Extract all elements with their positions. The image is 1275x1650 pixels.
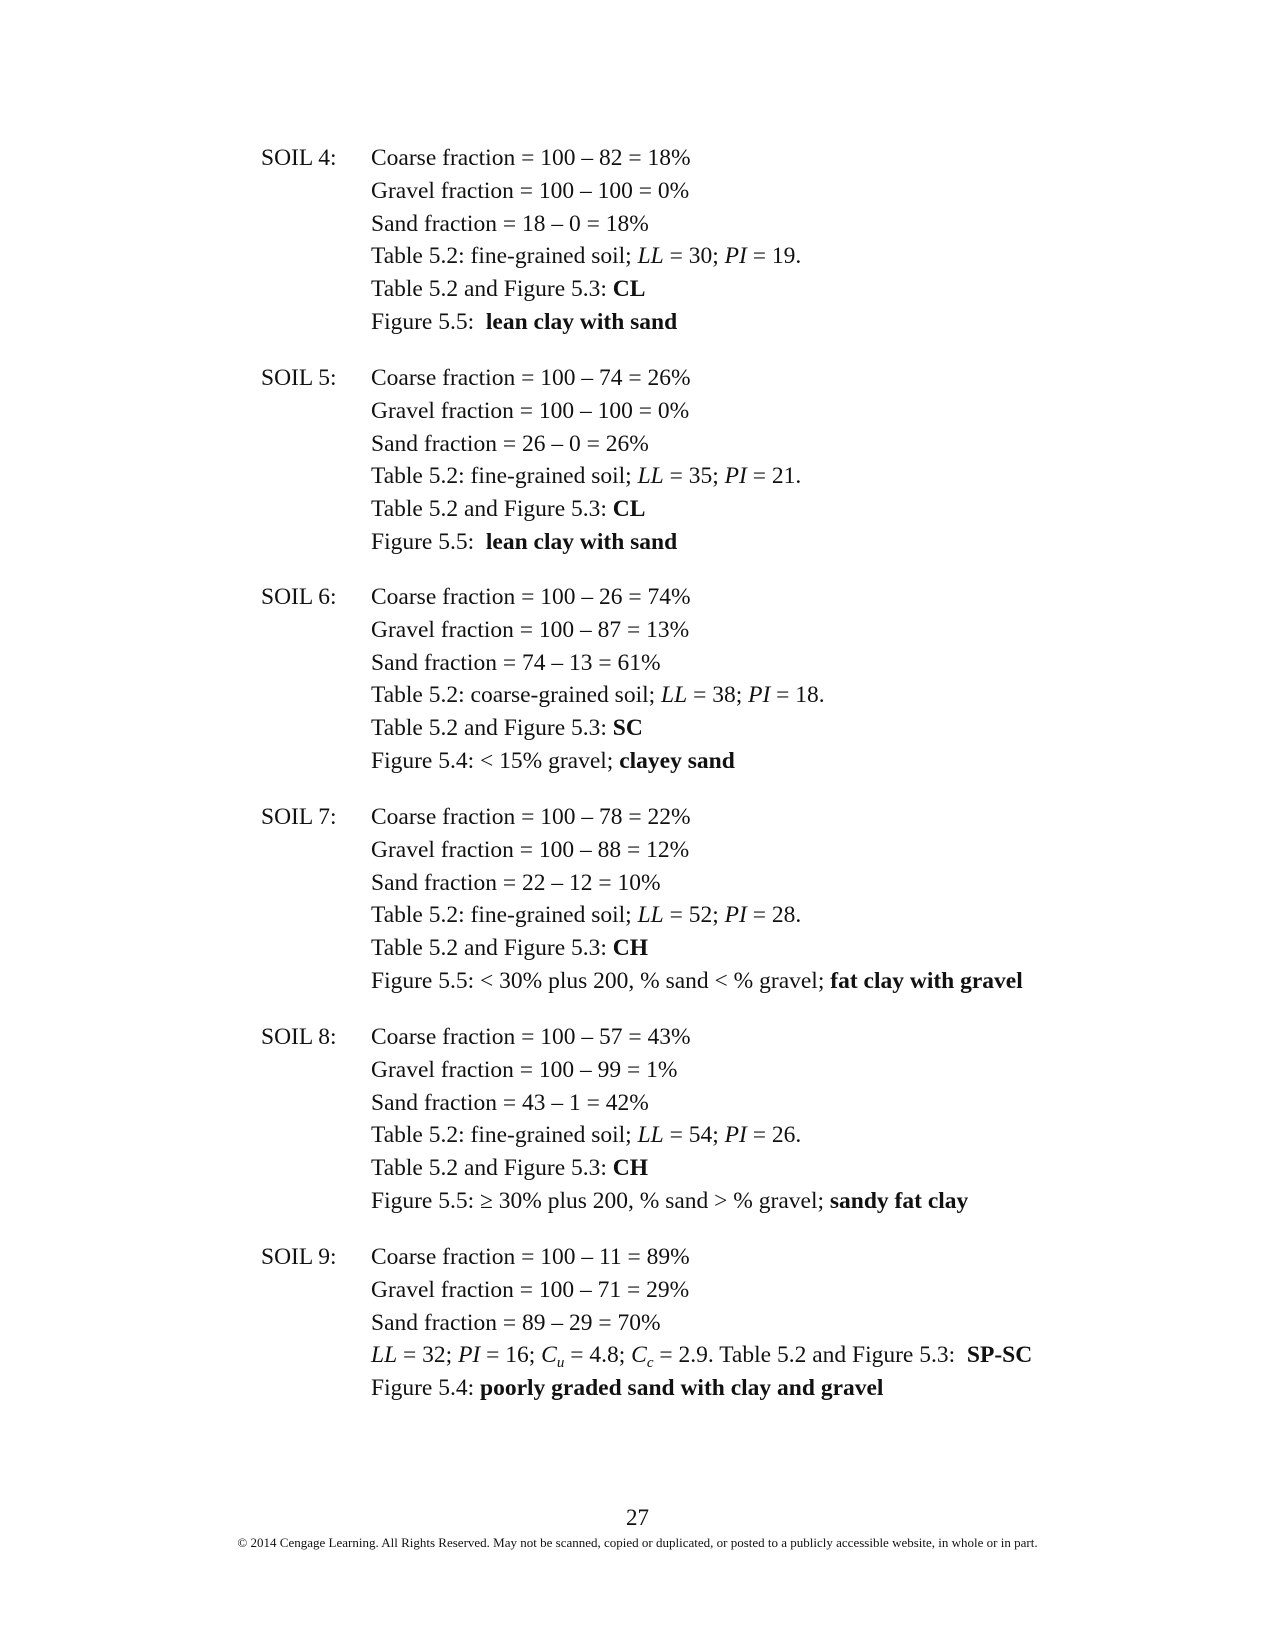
gravel-fraction-line: Gravel fraction = 100 – 99 = 1% (371, 1056, 678, 1083)
group-name: lean clay with sand (485, 308, 678, 335)
soil-label: SOIL 6: (261, 584, 337, 610)
symbol-line (371, 493, 1091, 526)
gravel-fraction-line: Gravel fraction = 100 – 100 = 0% (371, 397, 690, 424)
pi-value: = 21. (746, 463, 802, 490)
copyright-notice: © 2014 Cengage Learning. All Rights Reserved. May not be scanned, copied or duplicated, or posted to a publicly accessible website, in whole or in part. (237, 1535, 1038, 1550)
name-text: Figure 5.5: (371, 308, 486, 335)
group-symbol: SC (612, 715, 643, 742)
group-name: fat clay with gravel (830, 967, 1023, 994)
ll-label: LL (637, 902, 664, 929)
pi-value: = 16; (480, 1342, 542, 1369)
group-symbol: CL (612, 496, 646, 523)
name-text: Figure 5.4: < 15% gravel; (371, 747, 620, 774)
pi-value: = 19. (746, 243, 802, 270)
ll-value: = 38; (687, 682, 749, 709)
sand-fraction-line: Sand fraction = 26 – 0 = 26% (371, 430, 649, 457)
symbol-text: Table 5.2 and Figure 5.3: (371, 276, 613, 303)
soil-label: SOIL 4: (261, 145, 337, 171)
name-line (371, 306, 1091, 339)
gravel-fraction-line: Gravel fraction = 100 – 100 = 0% (371, 177, 690, 204)
group-symbol: CH (612, 935, 649, 962)
group-symbol: CH (612, 1155, 649, 1182)
ll-value: = 32; (397, 1342, 459, 1369)
symbol-text: Table 5.2 and Figure 5.3: (371, 935, 613, 962)
parameters-line (371, 1339, 1091, 1372)
soil-label: SOIL 7: (261, 804, 337, 830)
coarse-fraction-line: Coarse fraction = 100 – 57 = 43% (371, 1024, 691, 1050)
name-line (371, 745, 1091, 778)
coarse-fraction-line: Coarse fraction = 100 – 78 = 22% (371, 804, 691, 830)
name-text: Figure 5.5: ≥ 30% plus 200, % sand > % gravel; (371, 1187, 830, 1214)
table-prefix: Table 5.2: fine-grained soil; (371, 463, 638, 490)
table-prefix: Table 5.2: fine-grained soil; (371, 243, 638, 270)
sand-fraction-line: Sand fraction = 18 – 0 = 18% (371, 210, 649, 237)
cu-subscript: u (556, 1355, 565, 1372)
table-line (371, 1119, 1091, 1152)
ll-label: LL (637, 463, 664, 490)
name-text: Figure 5.4: (371, 1375, 481, 1402)
table-line (371, 240, 1091, 273)
table-line (371, 460, 1091, 493)
symbol-line (371, 932, 1091, 965)
name-line (371, 1372, 1091, 1405)
pi-label: PI (724, 1122, 747, 1149)
coarse-fraction-line: Coarse fraction = 100 – 82 = 18% (371, 145, 691, 171)
soil-label: SOIL 8: (261, 1024, 337, 1050)
cc-subscript: c (646, 1355, 654, 1372)
ll-value: = 52; (663, 902, 725, 929)
coarse-fraction-line: Coarse fraction = 100 – 26 = 74% (371, 584, 691, 610)
group-name: poorly graded sand with clay and gravel (480, 1375, 884, 1402)
soil-label: SOIL 9: (261, 1244, 337, 1270)
name-line (371, 1185, 1091, 1218)
pi-value: = 28. (746, 902, 802, 929)
gravel-fraction-line: Gravel fraction = 100 – 88 = 12% (371, 836, 690, 863)
symbol-line (371, 712, 1091, 745)
symbol-line (371, 273, 1091, 306)
soil-label: SOIL 5: (261, 365, 337, 391)
group-symbol: SP-SC (966, 1342, 1033, 1369)
page-number: 27 (626, 1505, 649, 1530)
ll-label: LL (637, 243, 664, 270)
name-line (371, 526, 1091, 559)
group-name: lean clay with sand (485, 528, 678, 555)
sand-fraction-line: Sand fraction = 22 – 12 = 10% (371, 869, 661, 896)
pi-label: PI (724, 463, 747, 490)
group-name: clayey sand (619, 747, 735, 774)
name-line (371, 965, 1091, 998)
sand-fraction-line: Sand fraction = 89 – 29 = 70% (371, 1309, 661, 1336)
symbol-text: Table 5.2 and Figure 5.3: (371, 496, 613, 523)
gravel-fraction-line: Gravel fraction = 100 – 71 = 29% (371, 1276, 690, 1303)
gravel-fraction-line: Gravel fraction = 100 – 87 = 13% (371, 616, 690, 643)
name-text: Figure 5.5: < 30% plus 200, % sand < % gravel; (371, 967, 831, 994)
coarse-fraction-line: Coarse fraction = 100 – 11 = 89% (371, 1244, 690, 1270)
table-prefix: Table 5.2: fine-grained soil; (371, 1122, 638, 1149)
cc-label: C (631, 1342, 647, 1369)
sand-fraction-line: Sand fraction = 74 – 13 = 61% (371, 649, 661, 676)
ll-value: = 30; (663, 243, 725, 270)
name-text: Figure 5.5: (371, 528, 486, 555)
symbol-line (371, 1152, 1091, 1185)
cu-value: = 4.8; (564, 1342, 632, 1369)
table-line (371, 899, 1091, 932)
pi-label: PI (748, 682, 771, 709)
pi-label: PI (724, 243, 747, 270)
pi-value: = 18. (770, 682, 825, 709)
ll-value: = 35; (663, 463, 725, 490)
coarse-fraction-line: Coarse fraction = 100 – 74 = 26% (371, 365, 691, 391)
table-prefix: Table 5.2: coarse-grained soil; (371, 682, 662, 709)
pi-label: PI (724, 902, 747, 929)
symbol-text: Table 5.2 and Figure 5.3: (371, 715, 613, 742)
table-line (371, 679, 1091, 712)
symbol-text: Table 5.2 and Figure 5.3: (371, 1155, 613, 1182)
ll-label: LL (637, 1122, 664, 1149)
table-prefix: Table 5.2: fine-grained soil; (371, 902, 638, 929)
group-symbol: CL (612, 276, 646, 303)
cc-value: = 2.9. Table 5.2 and Figure 5.3: (653, 1342, 967, 1369)
sand-fraction-line: Sand fraction = 43 – 1 = 42% (371, 1089, 649, 1116)
ll-value: = 54; (663, 1122, 725, 1149)
pi-value: = 26. (746, 1122, 802, 1149)
ll-label: LL (371, 1342, 398, 1369)
pi-label: PI (458, 1342, 481, 1369)
cu-label: C (541, 1342, 557, 1369)
group-name: sandy fat clay (829, 1187, 969, 1214)
ll-label: LL (661, 682, 688, 709)
